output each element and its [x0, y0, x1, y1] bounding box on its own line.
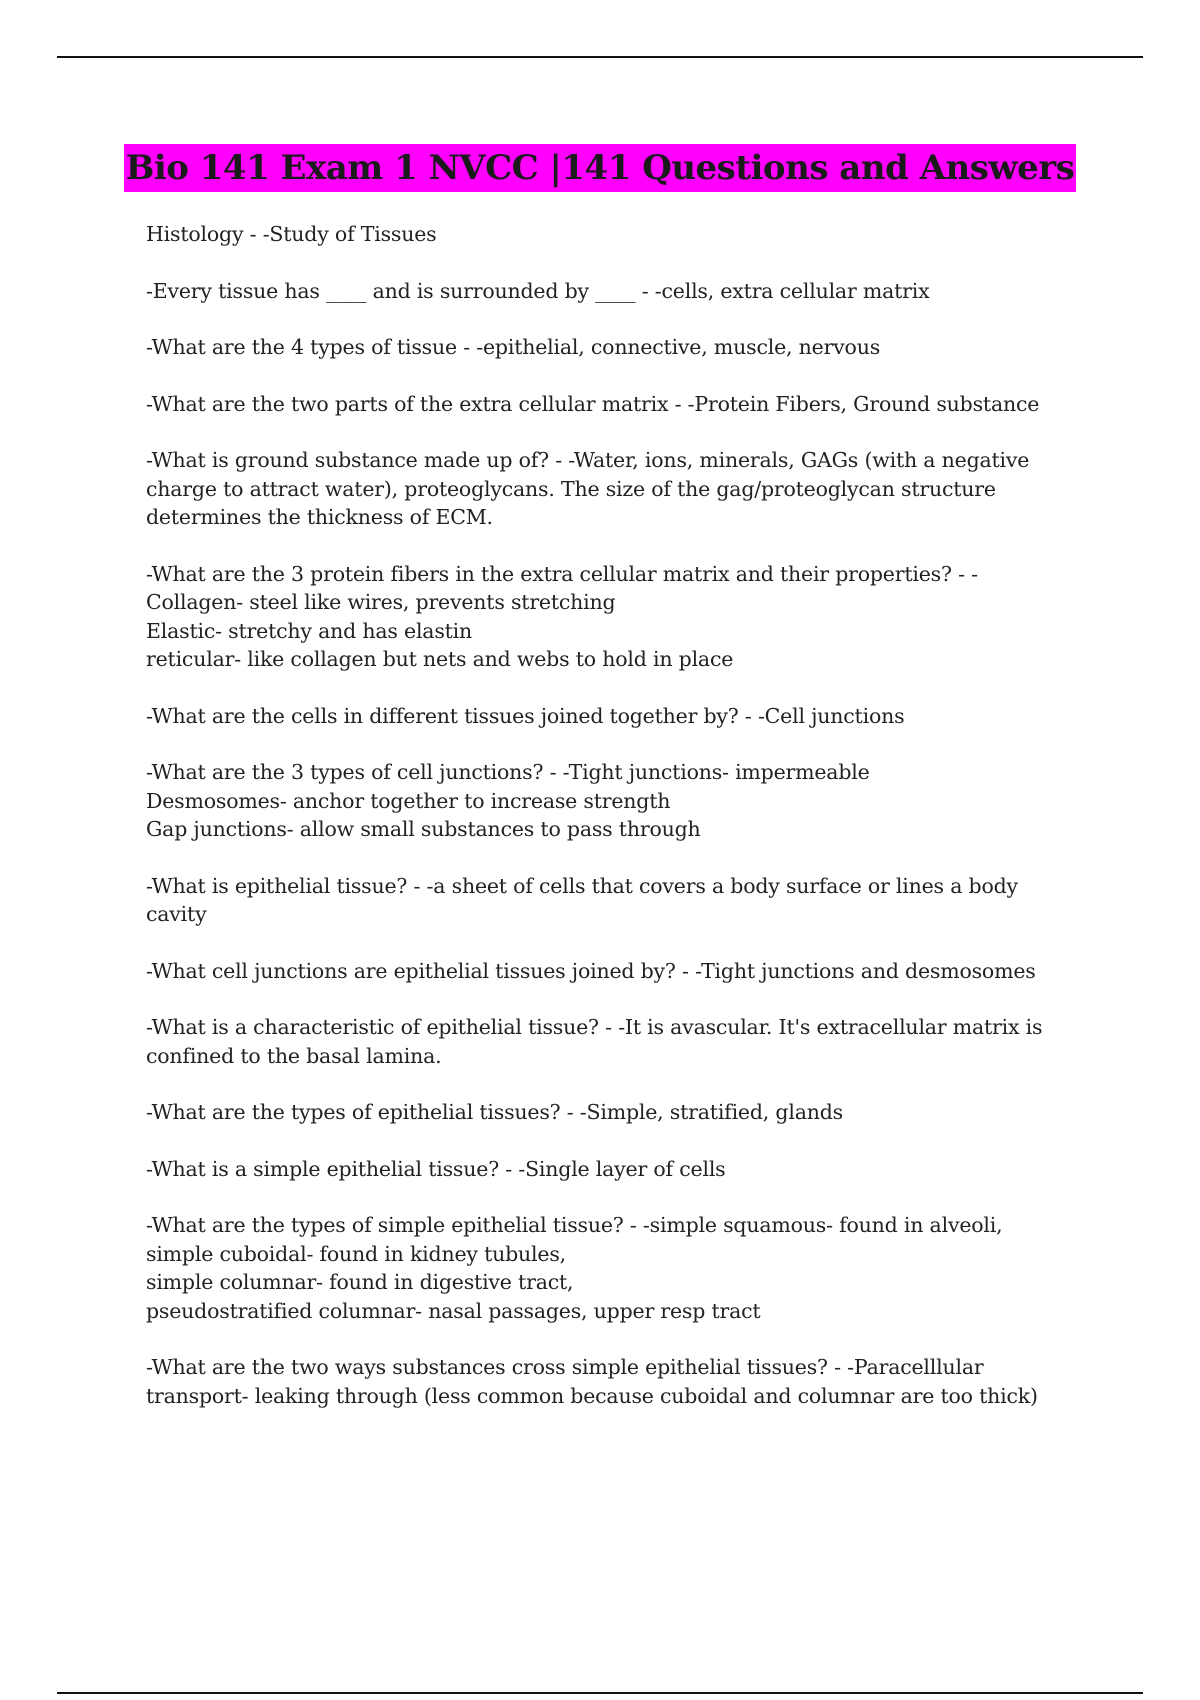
qa-entry: -What are the 3 protein fibers in the extra cellular matrix and their properties? - - Collagen- steel like wires, prevents stretching Elastic- stretchy and has elastin reticular- like collagen but nets and webs to hold in place [146, 561, 978, 671]
qa-entry: -What are the two ways substances cross simple epithelial tissues? - -Paracelllular transport- leaking through (less common because cuboidal and columnar are too thick) [146, 1355, 1038, 1408]
qa-list [146, 220, 1066, 1438]
document-title: Bio 141 Exam 1 NVCC |141 Questions and Answers [124, 144, 1077, 192]
qa-entry: -What is ground substance made up of? - -Water, ions, minerals, GAGs (with a negative charge to attract water), proteoglycans. The size of the gag/proteoglycan structure determines the thickness of ECM. [146, 448, 1030, 529]
qa-entry: Histology - -Study of Tissues [146, 222, 437, 246]
top-rule [57, 56, 1143, 58]
qa-entry: -What is a simple epithelial tissue? - -Single layer of cells [146, 1156, 726, 1181]
qa-entry: -What are the 4 types of tissue - -epithelial, connective, muscle, nervous [146, 335, 881, 359]
qa-entry: -What are the 3 types of cell junctions? - -Tight junctions- impermeable Desmosomes- anchor together to increase strength Gap junctions- allow small substances to pass through [146, 760, 870, 841]
title-container [0, 144, 1200, 192]
qa-entry: -What is epithelial tissue? - -a sheet of cells that covers a body surface or lines a body cavity [146, 873, 1018, 926]
qa-entry: -What cell junctions are epithelial tissues joined by? - -Tight junctions and desmosomes [146, 958, 1036, 983]
qa-entry: -What is a characteristic of epithelial tissue? - -It is avascular. It's extracellular matrix is confined to the basal lamina. [146, 1015, 1043, 1068]
qa-entry: -What are the types of simple epithelial tissue? - -simple squamous- found in alveoli, simple cuboidal- found in kidney tubules, simple columnar- found in digestive tract, pseudostratified columnar- nasal passages, upper resp tract [146, 1213, 1003, 1323]
qa-entry: -What are the types of epithelial tissues? - -Simple, stratified, glands [146, 1100, 843, 1124]
qa-entry: -Every tissue has ____ and is surrounded by ____ - -cells, extra cellular matrix [146, 278, 930, 303]
qa-entry: -What are the cells in different tissues joined together by? - -Cell junctions [146, 703, 905, 728]
bottom-rule [57, 1692, 1143, 1694]
qa-entry: -What are the two parts of the extra cellular matrix - -Protein Fibers, Ground substance [146, 391, 1040, 416]
